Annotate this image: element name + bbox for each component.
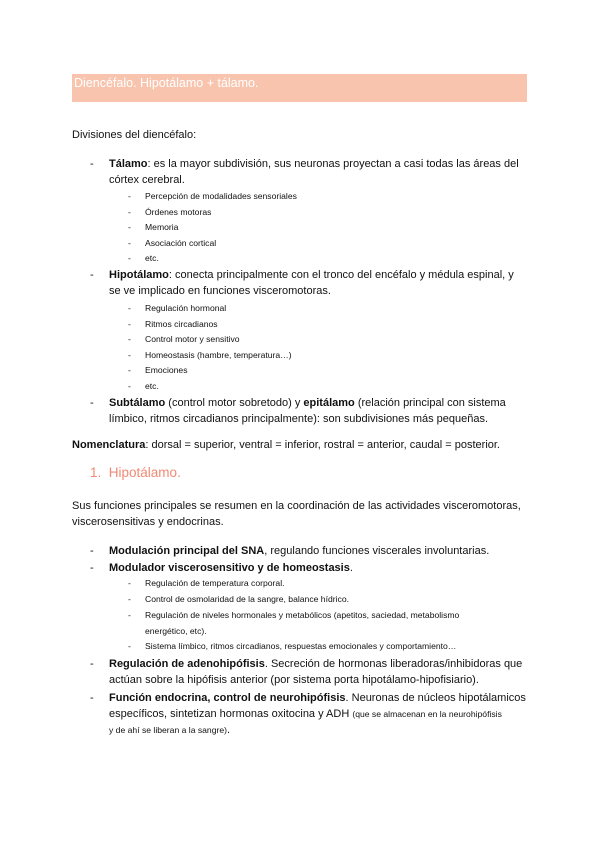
nomenclature: Nomenclatura: dorsal = superior, ventral = inferior, rostral = anterior, caudal = posterior. [72,439,500,451]
sub-item-cont: energético, etc). [145,626,207,636]
document-title: Diencéfalo. Hipotálamo + tálamo. [72,74,527,102]
term-talamo: Tálamo [109,158,148,170]
document-page: Diencéfalo. Hipotálamo + tálamo. Divisiones del diencéfalo: - Tálamo: es la mayor subdivisión, sus neuronas proyectan a casi todas las áreas del córtex cerebral. - Percepción de modalidades sensoriales - Órdenes motoras - Memoria - Asociación cortical - etc. - Hipotálamo: conecta principalmente con el tronco del encéfalo y médula espinal, y se ve implicado en funciones visceromotoras. - Regulación hormonal - Ritmos circadianos - Control motor y sensitivo - Homeostasis (hambre, temperatura…) - Emociones - etc. - Subtálamo (control motor sobretodo) y epitálamo (relación principal con sistema límbico, ritmos circadianos principalmente): son subdivisiones más pequeñas. Nomenclatura: dorsal = superior, ventral = inferior, rostral = anterior, caudal = posterior. 1. Hipotálamo. Sus funciones principales se resumen en la coordinación de las actividades visceromotoras, viscerosensitivas y endocrinas. - Modulación principal del SNA, regulando funciones viscerales involuntarias. - Modulador viscerosensitivo y de homeostasis. - Regulación de temperatura corporal. - Control de osmolaridad de la sangre, balance hídrico. - Regulación de niveles hormonales y metabólicos (apetitos, saciedad, metabolismo energético, etc). - Sistema límbico, ritmos circadianos, respuestas emocionales y comportamiento… - Regulación de adenohipófisis. Secreción de hormonas liberadoras/inhibidoras que actúan sobre la hipófisis anterior (por sistema porta hipotálamo-hipofisiario). - Función endocrina, control de neurohipófisis. Neuronas de núcleos hipotálamicos específicos, sintetizan hormonas oxitocina y ADH (que se almacenan en la neurohipófisis y de ahí se liberan a la sangre). [72,76,526,736]
summary-line-2: viscerosensitivas y endocrinas. [72,516,224,528]
summary-line-1: Sus funciones principales se resumen en la coordinación de las actividades visceromotoras, [72,500,521,512]
term-hipotalamo: Hipotálamo [109,269,169,281]
dash-bullet: - [90,158,94,170]
dash-bullet: - [90,397,94,409]
section-heading: 1. Hipotálamo. [90,465,181,480]
intro-text: Divisiones del diencéfalo: [72,129,197,141]
dash-bullet: - [90,269,94,281]
